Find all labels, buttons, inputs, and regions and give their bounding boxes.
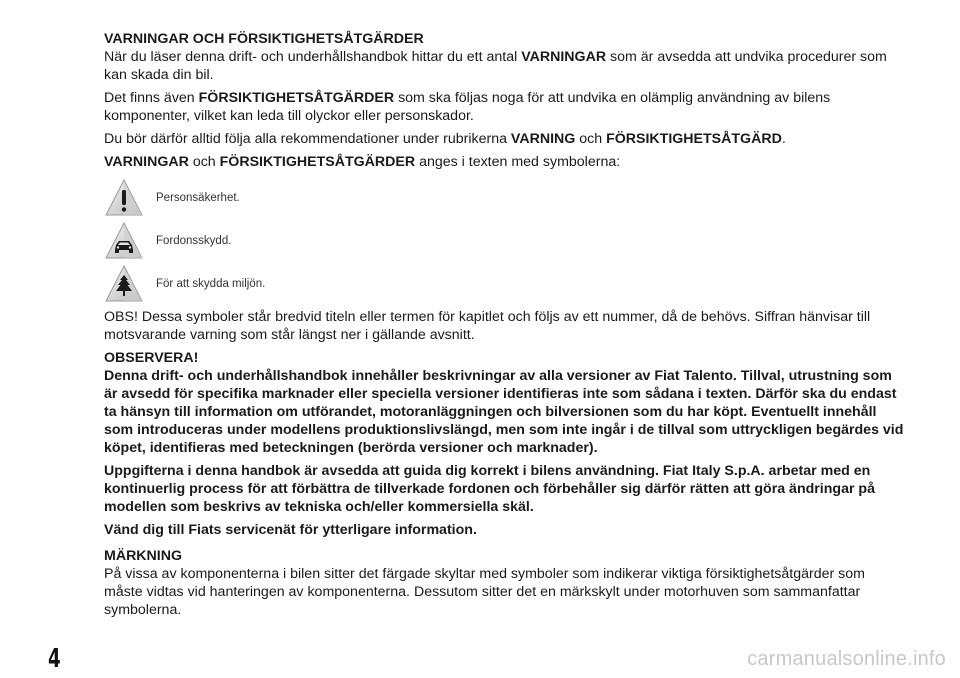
recommendations-paragraph [104,130,904,148]
symbols-note-paragraph: OBS! Dessa symboler står bredvid titeln eller termen för kapitlet och följs av ett nummer, då de behövs. Siffran hänvisar till motsvarande varning som står längst ner i gällande avsnitt. [104,309,871,343]
observe-paragraph-3: Vänd dig till Fiats servicenät för ytterligare information. [104,522,477,538]
text-span: Du bör därför alltid följa alla rekommendationer under rubrikerna [104,131,511,147]
marking-paragraph: På vissa av komponenterna i bilen sitter det färgade skyltar med symboler som indikerar viktiga försiktighetsåtgärder som måste vidtas vid hanteringen av komponenterna. Dessutom sitter det en märkskylt under motorhuven som sammanfattar symbolerna. [104,566,865,618]
text-span: . [781,131,786,147]
bold-term: VARNING [510,131,576,147]
bold-term: FÖRSIKTIGHETSÅTGÄRDER [198,90,395,106]
text-span: anges i texten med symbolerna: [415,154,621,170]
bold-term: FÖRSIKTIGHETSÅTGÄRD [606,131,782,147]
symbol-label: Fordonsskydd. [156,234,232,247]
bold-term: FÖRSIKTIGHETSÅTGÄRDER [219,154,416,170]
bold-term: VARNINGAR [521,49,607,65]
symbol-row-environment [104,263,904,304]
text-span: och [575,131,607,147]
tree-warning-icon [104,264,144,304]
marking-heading: MÄRKNING [104,548,183,564]
page-number: 4 [48,644,61,674]
symbol-row-person [104,177,904,218]
precautions-paragraph [104,89,904,125]
exclamation-warning-icon [104,178,144,218]
text-span: som är avsedda att undvika procedurer som kan skada din bil. [104,49,887,83]
watermark-text: carmanualsonline.info [747,648,946,670]
symbol-label: Personsäkerhet. [156,191,240,204]
text-span: När du läser denna drift- och underhållshandbok hittar du ett antal [104,49,522,65]
bold-term: VARNINGAR [104,154,189,170]
warnings-heading: VARNINGAR OCH FÖRSIKTIGHETSÅTGÄRDER [104,31,424,47]
symbol-list [104,177,904,304]
text-span: som ska följas noga för att undvika en olämplig användning av bilens komponenter, vilket kan leda till olyckor eller personskador. [104,90,831,124]
symbol-label: För att skydda miljön. [156,277,266,290]
car-warning-icon [104,221,144,261]
observe-heading: OBSERVERA! [104,350,199,366]
text-span: och [188,154,220,170]
symbol-row-vehicle [104,220,904,261]
manual-page [104,30,904,624]
observe-paragraph-1: Denna drift- och underhållshandbok innehåller beskrivningar av alla versioner av Fiat Talento. Tillval, utrustning som är avsedd för specifika marknader eller speciella versioner identifieras inte som sådana i texten. Därför ska du endast ta hänsyn till information om utförandet, motoranläggningen och bilversionen som du har köpt. Eventuellt innehåll som introduceras under modellens produktionslivslängd, men som inte ingår i de tillval som uttryckligen begärdes vid köpet, identifieras med beteckningen (berörda versioner och marknader). [104,368,904,456]
symbols-intro-paragraph [104,153,904,171]
text-span: Det finns även [104,90,199,106]
warnings-intro-paragraph [104,48,904,84]
observe-paragraph-2: Uppgifterna i denna handbok är avsedda att guida dig korrekt i bilens användning. Fiat Italy S.p.A. arbetar med en kontinuerlig process för att förbättra de tillverkade fordonen och förbehåller sig därför rätten att göra ändringar på modellen som beskrivs av tekniska och/eller kommersiella skäl. [104,463,875,515]
